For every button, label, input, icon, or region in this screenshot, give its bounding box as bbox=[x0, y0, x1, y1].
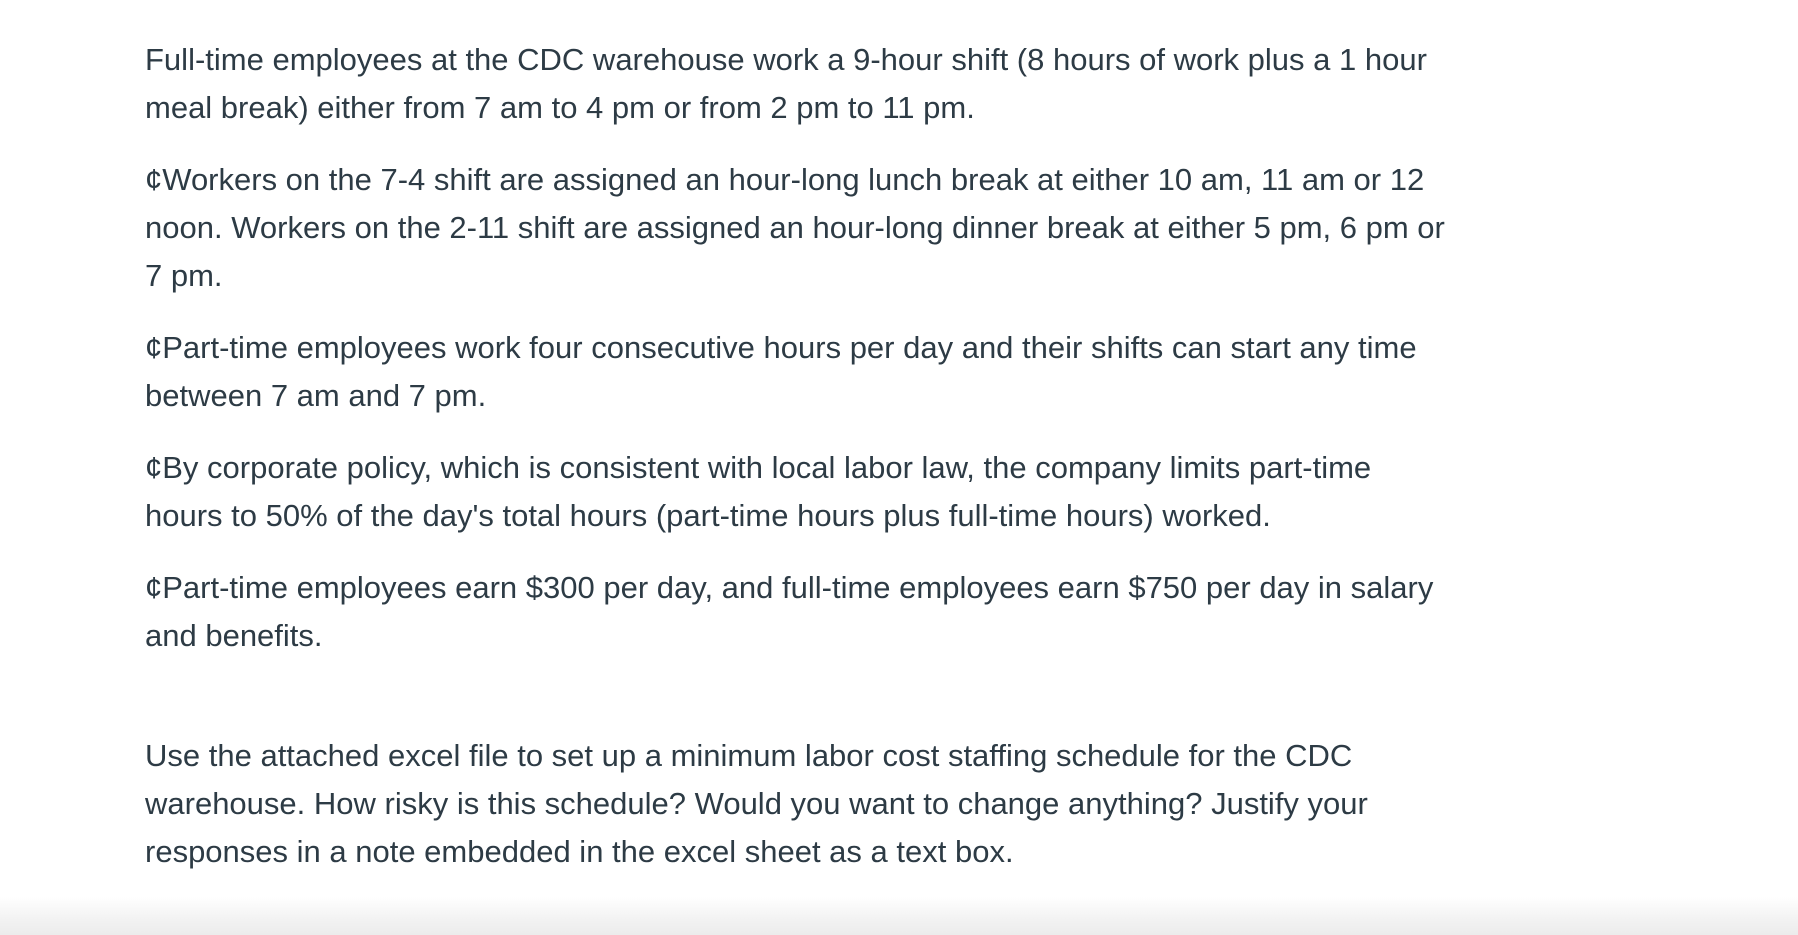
paragraph-shift-description: Full-time employees at the CDC warehouse work a 9-hour shift (8 hours of work plus a 1 hour meal break) either from 7 am to 4 pm or from 2 pm to 11 pm. bbox=[145, 42, 1427, 125]
paragraph-part-time-hours: ¢Part-time employees work four consecutive hours per day and their shifts can start any time between 7 am and 7 pm. bbox=[145, 330, 1417, 413]
paragraph-earnings: ¢Part-time employees earn $300 per day, and full-time employees earn $750 per day in salary and benefits. bbox=[145, 570, 1434, 653]
paragraph-instructions: Use the attached excel file to set up a minimum labor cost staffing schedule for the CDC warehouse. How risky is this schedule? Would you want to change anything? Justify your responses in a note embedded in the excel sheet as a text box. bbox=[145, 738, 1368, 869]
paragraph-corporate-policy: ¢By corporate policy, which is consistent with local labor law, the company limits part-time hours to 50% of the day's total hours (part-time hours plus full-time hours) worked. bbox=[145, 450, 1372, 533]
paragraph-meal-breaks: ¢Workers on the 7-4 shift are assigned an hour-long lunch break at either 10 am, 11 am or 12 noon. Workers on the 2-11 shift are assigned an hour-long dinner break at either 5 pm, 6 pm or 7 pm. bbox=[145, 162, 1445, 293]
document-content bbox=[145, 36, 1445, 900]
bottom-fade bbox=[0, 897, 1798, 935]
